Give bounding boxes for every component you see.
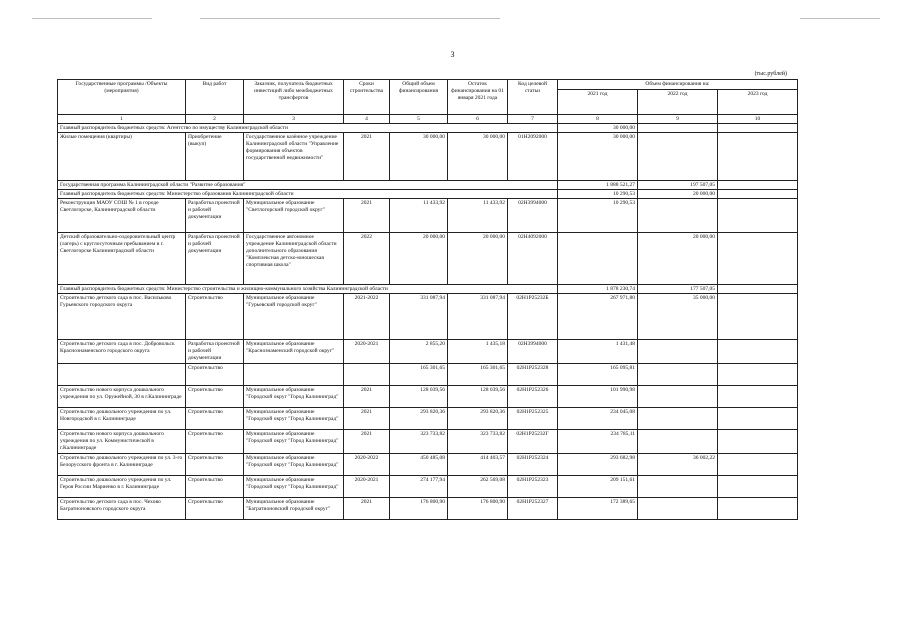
customer: Муниципальное образование "Краснознаменский городской округ" bbox=[244, 340, 344, 364]
table-row bbox=[58, 430, 798, 454]
customer: Государственное казённое учреждение Калининградской области "Управление формирования объектов государственной недвижимости" bbox=[244, 133, 344, 181]
scan-line bbox=[32, 18, 152, 19]
object-name: Строительство нового корпуса дошкольного учреждения по ул. Коммунистической в г.Калининграде bbox=[58, 430, 186, 454]
construction-term: 2020-2021 bbox=[344, 476, 390, 498]
section-row bbox=[58, 181, 798, 190]
amount-2021: 10 290,53 bbox=[558, 190, 638, 199]
remaining-financing: 11 433,92 bbox=[448, 199, 508, 233]
amount-2023 bbox=[718, 430, 798, 454]
table-row bbox=[58, 498, 798, 520]
amount-2022 bbox=[638, 364, 718, 386]
table-row bbox=[58, 294, 798, 340]
remaining-financing: 128 039,56 bbox=[448, 386, 508, 408]
col-number: 5 bbox=[390, 115, 448, 124]
amount-2023 bbox=[718, 476, 798, 498]
header-terms: Сроки строительства bbox=[344, 80, 390, 115]
amount-2023 bbox=[718, 124, 798, 133]
amount-2022 bbox=[638, 408, 718, 430]
col-number: 7 bbox=[508, 115, 558, 124]
amount-2022 bbox=[638, 199, 718, 233]
remaining-financing: 414 403,57 bbox=[448, 454, 508, 476]
work-type: Строительство bbox=[186, 498, 244, 520]
total-financing: 450 485,08 bbox=[390, 454, 448, 476]
amount-2023 bbox=[718, 285, 798, 294]
target-code: 02Н1Р25232Б bbox=[508, 294, 558, 340]
target-code: 01Н2092000 bbox=[508, 133, 558, 181]
customer bbox=[244, 364, 344, 386]
target-code: 02Н1Р252323 bbox=[508, 476, 558, 498]
construction-term: 2021 bbox=[344, 133, 390, 181]
table-row bbox=[58, 454, 798, 476]
header-year-2022: 2022 год bbox=[638, 90, 718, 115]
remaining-financing: 30 000,00 bbox=[448, 133, 508, 181]
customer: Муниципальное образование "Багратионовский городской округ" bbox=[244, 498, 344, 520]
header-code: Код целевой статьи bbox=[508, 80, 558, 115]
amount-2023 bbox=[718, 133, 798, 181]
header-programs: Государственные программы /Объекты (мероприятия) bbox=[58, 80, 186, 115]
amount-2022 bbox=[638, 340, 718, 364]
table-row bbox=[58, 133, 798, 181]
section-title: Главный распорядитель бюджетных средств: Министерство образования Калининградской области bbox=[58, 190, 558, 199]
header-customer: Заказчик, получатель бюджетных инвестиций либо межбюджетных трансфертов bbox=[244, 80, 344, 115]
total-financing: 30 000,00 bbox=[390, 133, 448, 181]
amount-2021: 293 682,98 bbox=[558, 454, 638, 476]
amount-2022 bbox=[638, 498, 718, 520]
amount-2022 bbox=[638, 133, 718, 181]
remaining-financing: 1 435,18 bbox=[448, 340, 508, 364]
customer: Муниципальное образование "Городской округ "Город Калининград" bbox=[244, 430, 344, 454]
amount-2021: 30 000,00 bbox=[558, 124, 638, 133]
amount-2022 bbox=[638, 124, 718, 133]
customer: Муниципальное образование "Городской округ "Город Калининград" bbox=[244, 386, 344, 408]
object-name: Строительство детского сада в пос. Васильково Гурьевского городского округа bbox=[58, 294, 186, 340]
table-row bbox=[58, 199, 798, 233]
col-number: 8 bbox=[558, 115, 638, 124]
amount-2022 bbox=[638, 476, 718, 498]
total-financing: 274 177,94 bbox=[390, 476, 448, 498]
amount-2021: 172 389,65 bbox=[558, 498, 638, 520]
amount-2023 bbox=[718, 233, 798, 285]
remaining-financing: 331 087,94 bbox=[448, 294, 508, 340]
header-rest: Остаток финансирования на 01 января 2021 года bbox=[448, 80, 508, 115]
amount-2023 bbox=[718, 498, 798, 520]
construction-term: 2021 bbox=[344, 199, 390, 233]
total-financing: 323 733,82 bbox=[390, 430, 448, 454]
col-number: 10 bbox=[718, 115, 798, 124]
total-financing: 176 800,90 bbox=[390, 498, 448, 520]
amount-2022: 177 507,05 bbox=[638, 285, 718, 294]
work-type: Строительство bbox=[186, 364, 244, 386]
remaining-financing: 165 301,65 bbox=[448, 364, 508, 386]
target-code: 02Н1Р252324 bbox=[508, 454, 558, 476]
total-financing: 331 087,94 bbox=[390, 294, 448, 340]
customer: Муниципальное образование "Гурьевский городской округ" bbox=[244, 294, 344, 340]
object-name: Строительство дошкольного учреждения по ул. Героя России Мариенко в г. Калининграде bbox=[58, 476, 186, 498]
amount-2022: 35 000,00 bbox=[638, 294, 718, 340]
target-code: 02Н3994000 bbox=[508, 340, 558, 364]
section-title: Главный распорядитель бюджетных средств: Министерство строительства и жилищно-коммунального хозяйства Калининградской области bbox=[58, 285, 558, 294]
amount-2022: 20 000,00 bbox=[638, 190, 718, 199]
work-type: Разработка проектной и рабочей документации bbox=[186, 199, 244, 233]
target-code: 02Н1Р25232Г bbox=[508, 430, 558, 454]
header-year-2021: 2021 год bbox=[558, 90, 638, 115]
amount-2021: 30 000,00 bbox=[558, 133, 638, 181]
total-financing: 165 301,65 bbox=[390, 364, 448, 386]
amount-2022 bbox=[638, 386, 718, 408]
object-name: Жилые помещения (квартиры) bbox=[58, 133, 186, 181]
header-volume: Объем финансирования на: bbox=[558, 80, 798, 90]
section-row bbox=[58, 285, 798, 294]
construction-term: 2021 bbox=[344, 498, 390, 520]
target-code: 02Н1Р252328 bbox=[508, 364, 558, 386]
total-financing: 11 433,92 bbox=[390, 199, 448, 233]
amount-2023 bbox=[718, 181, 798, 190]
amount-2021: 1 888 521,27 bbox=[558, 181, 638, 190]
customer: Государственное автономное учреждение Калининградской области дополнительного образования "Комплексная детско-юношеская спортивная школа" bbox=[244, 233, 344, 285]
header-year-2023: 2023 год bbox=[718, 90, 798, 115]
amount-2023 bbox=[718, 408, 798, 430]
target-code: 02Н1Р252325 bbox=[508, 408, 558, 430]
page-number: 3 bbox=[450, 50, 455, 59]
total-financing: 20 000,00 bbox=[390, 233, 448, 285]
amount-2023 bbox=[718, 386, 798, 408]
target-code: 02Н1Р252327 bbox=[508, 498, 558, 520]
work-type: Строительство bbox=[186, 408, 244, 430]
customer: Муниципальное образование "Городской округ "Город Калининград" bbox=[244, 408, 344, 430]
financing-table bbox=[57, 79, 798, 520]
amount-2023 bbox=[718, 190, 798, 199]
construction-term: 2022 bbox=[344, 233, 390, 285]
remaining-financing: 176 800,90 bbox=[448, 498, 508, 520]
table-row bbox=[58, 408, 798, 430]
construction-term: 2020-2022 bbox=[344, 454, 390, 476]
col-number: 2 bbox=[186, 115, 244, 124]
work-type: Строительство bbox=[186, 430, 244, 454]
construction-term bbox=[344, 364, 390, 386]
amount-2021: 101 990,98 bbox=[558, 386, 638, 408]
amount-2022: 197 507,05 bbox=[638, 181, 718, 190]
scan-line bbox=[200, 18, 500, 19]
table-row bbox=[58, 233, 798, 285]
object-name: Детский образовательно-оздоровительный центр (лагерь) с круглосуточным пребыванием в г. Светлогорске Калининградской области bbox=[58, 233, 186, 285]
object-name: Строительство дошкольного учреждения по ул. Новгородской в г. Калининграде bbox=[58, 408, 186, 430]
amount-2023 bbox=[718, 364, 798, 386]
header-total: Общий объем финансирования bbox=[390, 80, 448, 115]
object-name: Строительство детского сада в пос. Добровольск Краснознаменского городского округа bbox=[58, 340, 186, 364]
object-name: Строительство детского сада в пос. Чехово Багратионовского городского округа bbox=[58, 498, 186, 520]
remaining-financing: 293 820,36 bbox=[448, 408, 508, 430]
object-name bbox=[58, 364, 186, 386]
object-name: Реконструкция МАОУ СОШ № 1 в городе Светлогорске, Калининградской области bbox=[58, 199, 186, 233]
header-work-type: Вид работ bbox=[186, 80, 244, 115]
amount-2021: 10 290,53 bbox=[558, 199, 638, 233]
table-row bbox=[58, 340, 798, 364]
work-type: Строительство bbox=[186, 294, 244, 340]
amount-2021: 267 971,80 bbox=[558, 294, 638, 340]
section-title: Государственная программа Калининградской области "Развитие образования" bbox=[58, 181, 558, 190]
amount-2023 bbox=[718, 199, 798, 233]
remaining-financing: 323 733,82 bbox=[448, 430, 508, 454]
construction-term: 2021 bbox=[344, 408, 390, 430]
total-financing: 2 855,20 bbox=[390, 340, 448, 364]
work-type: Строительство bbox=[186, 386, 244, 408]
target-code: 02Н1Р252326 bbox=[508, 386, 558, 408]
units-label: (тыс.рублей) bbox=[754, 71, 787, 77]
construction-term: 2021 bbox=[344, 430, 390, 454]
amount-2021 bbox=[558, 233, 638, 285]
amount-2021: 1 431,48 bbox=[558, 340, 638, 364]
table-row bbox=[58, 476, 798, 498]
col-number: 3 bbox=[244, 115, 344, 124]
amount-2021: 1 878 230,74 bbox=[558, 285, 638, 294]
amount-2023 bbox=[718, 454, 798, 476]
scan-line bbox=[800, 18, 880, 19]
construction-term: 2020-2021 bbox=[344, 340, 390, 364]
table-row bbox=[58, 386, 798, 408]
amount-2021: 234 785,11 bbox=[558, 430, 638, 454]
amount-2021: 234 045,08 bbox=[558, 408, 638, 430]
section-row bbox=[58, 124, 798, 133]
object-name: Строительство дошкольного учреждения по ул. 3-го Белорусского фронта в г. Калининграде bbox=[58, 454, 186, 476]
col-number: 4 bbox=[344, 115, 390, 124]
customer: Муниципальное образование "Городской округ "Город Калининград" bbox=[244, 454, 344, 476]
amount-2021: 165 095,81 bbox=[558, 364, 638, 386]
work-type: Строительство bbox=[186, 454, 244, 476]
work-type: Разработка проектной и рабочей документации bbox=[186, 233, 244, 285]
amount-2022: 20 000,00 bbox=[638, 233, 718, 285]
customer: Муниципальное образование "Светлогорский городской округ" bbox=[244, 199, 344, 233]
construction-term: 2021 bbox=[344, 386, 390, 408]
amount-2022 bbox=[638, 430, 718, 454]
total-financing: 128 039,56 bbox=[390, 386, 448, 408]
remaining-financing: 262 569,08 bbox=[448, 476, 508, 498]
amount-2023 bbox=[718, 294, 798, 340]
construction-term: 2021-2022 bbox=[344, 294, 390, 340]
amount-2021: 209 151,61 bbox=[558, 476, 638, 498]
col-number: 9 bbox=[638, 115, 718, 124]
amount-2022: 36 002,22 bbox=[638, 454, 718, 476]
target-code: 02Н4092000 bbox=[508, 233, 558, 285]
customer: Муниципальное образование "Городской округ "Город Калининград" bbox=[244, 476, 344, 498]
remaining-financing: 20 000,00 bbox=[448, 233, 508, 285]
col-number: 1 bbox=[58, 115, 186, 124]
amount-2023 bbox=[718, 340, 798, 364]
work-type: Строительство bbox=[186, 476, 244, 498]
col-number: 6 bbox=[448, 115, 508, 124]
section-title: Главный распорядитель бюджетных средств: Агентство по имуществу Калининградской области bbox=[58, 124, 558, 133]
total-financing: 293 820,36 bbox=[390, 408, 448, 430]
section-row bbox=[58, 190, 798, 199]
target-code: 02Н3994000 bbox=[508, 199, 558, 233]
work-type: Приобретение (выкуп) bbox=[186, 133, 244, 181]
table-row bbox=[58, 364, 798, 386]
object-name: Строительство нового корпуса дошкольного учреждения по ул. Оружейной, 30 в г.Калининграде bbox=[58, 386, 186, 408]
work-type: Разработка проектной и рабочей документации bbox=[186, 340, 244, 364]
